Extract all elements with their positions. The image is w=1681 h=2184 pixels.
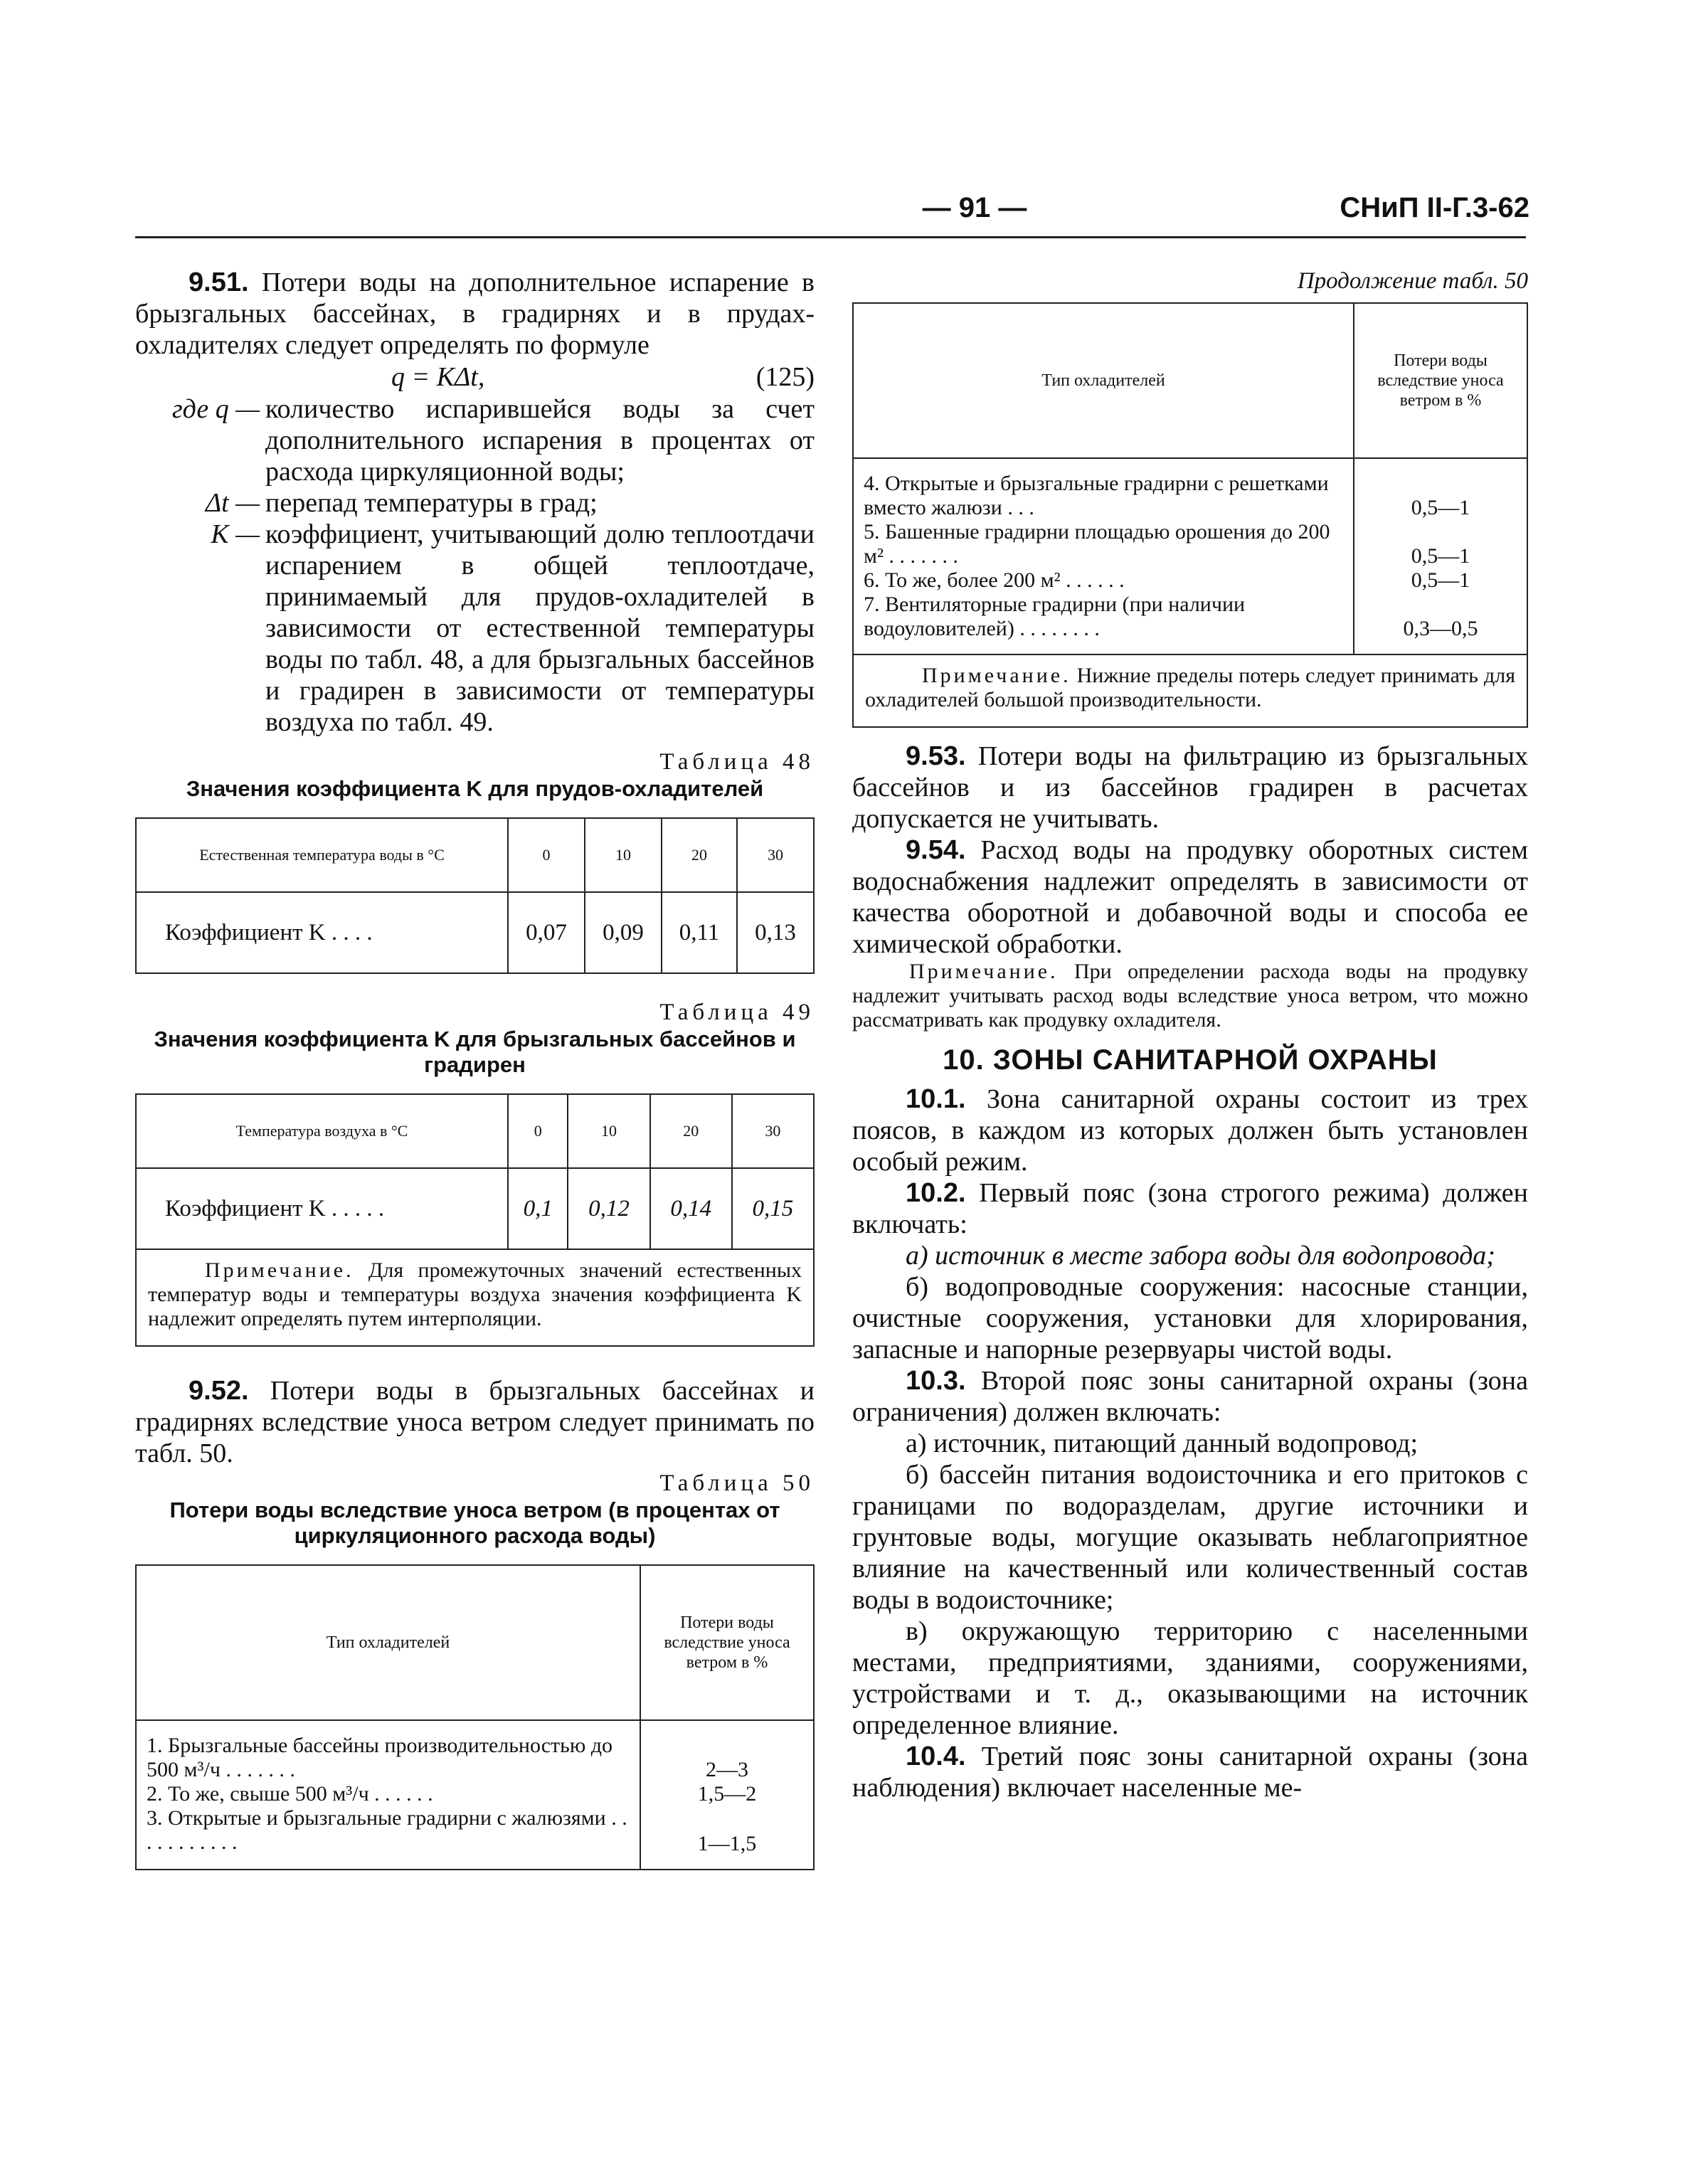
paragraph-10-2: [852, 1177, 1528, 1240]
table-row-type: 2. То же, свыше 500 м³/ч . . . . . .: [147, 1782, 433, 1806]
note-word: Примечание.: [922, 664, 1071, 687]
table-header-cell: 20: [650, 1094, 732, 1168]
table-header-cell: 30: [732, 1094, 814, 1168]
definition-q: [135, 393, 815, 487]
note-9-54: [852, 960, 1528, 1032]
table-header-cell: Тип охладителей: [853, 303, 1354, 458]
table-cell: 0,07: [508, 892, 585, 973]
table-header-row: [136, 1565, 814, 1720]
paragraph-text: Расход воды на продувку оборотных систем водоснабжения надлежит определять в зависимости от качества оборотной и добавочной воды и способа ее химической обработки.: [852, 835, 1528, 959]
list-item-10-3-c: в) окружающую территорию с населенными местами, предприятиями, зданиями, сооружениями, устройствами и т. д., оказывающими на источник определенное влияние.: [852, 1616, 1528, 1740]
table-cell: [1354, 458, 1527, 654]
table-48-title: Значения коэффициента K для прудов-охладителей: [186, 776, 764, 801]
paragraph-text: Первый пояс (зона строгого режима) должен включать:: [852, 1178, 1528, 1239]
note-word: Примечание.: [909, 960, 1059, 983]
clause-number: 9.52.: [189, 1376, 249, 1406]
table-header-cell: 0: [508, 818, 585, 892]
clause-number: 10.4.: [906, 1742, 966, 1771]
table-row: [136, 892, 814, 973]
table-row: [136, 1720, 814, 1870]
list-item-10-3-b: б) бассейн питания водоисточника и его притоков с границами по водоразделам, другие источники и грунтовые воды, могущие оказывать неблагоприятное влияние на качественный или количественный состав воды в водоисточнике;: [852, 1460, 1528, 1615]
right-column: [852, 267, 1528, 1803]
list-item-10-2-b: б) водопроводные сооружения: насосные станции, очистные сооружения, установки для хлорирования, запасные и напорные резервуары чистой воды.: [852, 1272, 1528, 1364]
table-row-value: 0,5—1: [1411, 568, 1470, 592]
table-header-cell: 0: [508, 1094, 568, 1168]
formula-expression: q = KΔt,: [391, 362, 485, 392]
definition-symbol: Δt —: [205, 488, 260, 518]
definition-symbol: где q —: [171, 394, 260, 424]
table-cell: Коэффициент K . . . .: [136, 892, 508, 973]
table-row-value: 1,5—2: [697, 1782, 757, 1806]
formula-125: [135, 361, 815, 393]
definition-dt: [135, 487, 815, 519]
table-row-type: 6. То же, более 200 м² . . . . . .: [864, 568, 1125, 592]
definition-text: количество испарившейся воды за счет дополнительного испарения в процентах от расхода циркуляционной воды;: [265, 394, 815, 487]
table-header-cell: 30: [737, 818, 814, 892]
table-header-row: [853, 303, 1527, 458]
page-number: — 91 —: [922, 192, 1027, 223]
table-50-note: [852, 655, 1528, 728]
paragraph-10-3: [852, 1365, 1528, 1428]
table-header-cell: Потери воды вследствие уноса ветром в %: [640, 1565, 814, 1720]
definition-text: коэффициент, учитывающий долю теплоотдачи испарением в общей теплоотдаче, принимаемый для прудов-охладителей в зависимости от естественной температуры воды по табл. 48, а для брызгальных бассейнов и градирен в зависимости от температуры воздуха по табл. 49.: [265, 519, 815, 737]
table-cell: 0,15: [732, 1168, 814, 1249]
table-cell: [640, 1720, 814, 1870]
table-row-value: 0,5—1: [1411, 496, 1470, 519]
paragraph-text: Зона санитарной охраны состоит из трех поясов, в каждом из которых должен быть установлен особый режим.: [852, 1084, 1528, 1177]
table-cell: 0,11: [662, 892, 737, 973]
table-row-type: 3. Открытые и брызгальные градирни с жалюзями . . . . . . . . . . .: [147, 1806, 627, 1854]
table-cell: 0,12: [568, 1168, 649, 1249]
table-cell: 0,13: [737, 892, 814, 973]
table-cell: 0,09: [585, 892, 662, 973]
table-50-continued: [852, 302, 1528, 655]
table-header-row: [136, 818, 814, 892]
table-cell: 0,14: [650, 1168, 732, 1249]
table-row-type: 7. Вентиляторные градирни (при наличии водоуловителей) . . . . . . . .: [864, 593, 1246, 640]
paragraph-9-51: [135, 267, 815, 361]
paragraph-10-4: [852, 1741, 1528, 1803]
note-body: Для промежуточных значений естественных температур воды и температуры воздуха значения коэффициента K надлежит определять путем интерполяции.: [148, 1258, 802, 1330]
table-row-type: 4. Открытые и брызгальные градирни с решетками вместо жалюзи . . .: [864, 472, 1329, 519]
table-row-type: 5. Башенные градирни площадью орошения до 200 м² . . . . . . .: [864, 520, 1330, 568]
table-48: [135, 817, 815, 974]
note-text: [865, 664, 1515, 712]
table-49-label: Таблица 49: [659, 1000, 815, 1025]
left-column: [135, 267, 815, 1870]
table-48-label: Таблица 48: [659, 749, 815, 775]
section-title: 10. ЗОНЫ САНИТАРНОЙ ОХРАНЫ: [943, 1044, 1438, 1076]
clause-number: 10.1.: [906, 1084, 966, 1114]
table-header-cell: Тип охладителей: [136, 1565, 640, 1720]
table-49: [135, 1093, 815, 1250]
table-cell: [136, 1720, 640, 1870]
list-item-10-2-a: а) источник в месте забора воды для водопровода;: [906, 1241, 1495, 1271]
table-50-label: Таблица 50: [659, 1470, 815, 1496]
table-row-value: 1—1,5: [697, 1832, 757, 1855]
header-rule: [135, 236, 1526, 238]
table-row: [853, 458, 1527, 654]
note-word: Примечание.: [205, 1258, 354, 1282]
note-text: [148, 1258, 802, 1331]
paragraph-10-1: [852, 1083, 1528, 1177]
table-cell: [853, 458, 1354, 654]
note-body: При определении расхода воды на продувку надлежит учитывать расход воды вследствие уноса ветром, что можно рассматривать как продувку охладителя.: [852, 960, 1528, 1032]
paragraph-text: Потери воды в брызгальных бассейнах и градирнях вследствие уноса ветром следует принимать по табл. 50.: [135, 1376, 815, 1468]
table-header-cell: 10: [568, 1094, 649, 1168]
table-header-cell: 20: [662, 818, 737, 892]
table-cell: Коэффициент K . . . . .: [136, 1168, 508, 1249]
definition-k: [135, 519, 815, 738]
page-header: [135, 192, 1529, 235]
table-49-note: [135, 1250, 815, 1347]
table-50: [135, 1564, 815, 1870]
paragraph-text: Третий пояс зоны санитарной охраны (зона наблюдения) включает населенные ме-: [852, 1742, 1528, 1803]
formula-definitions: [135, 393, 815, 738]
table-row: [136, 1168, 814, 1249]
table-cell: 0,1: [508, 1168, 568, 1249]
paragraph-text: Потери воды на фильтрацию из брызгальных бассейнов и из бассейнов градирен в расчетах допускается не учитывать.: [852, 741, 1528, 834]
document-code: СНиП II-Г.3-62: [1340, 192, 1529, 223]
table-header-cell: Температура воздуха в °С: [136, 1094, 508, 1168]
clause-number: 10.3.: [906, 1366, 966, 1396]
table-header-cell: 10: [585, 818, 662, 892]
formula-number: (125): [755, 362, 815, 392]
paragraph-text: Второй пояс зоны санитарной охраны (зона ограничения) должен включать:: [852, 1366, 1528, 1427]
table-50-title: Потери воды вследствие уноса ветром (в процентах от циркуляционного расхода воды): [169, 1497, 780, 1548]
table-row-value: 0,3—0,5: [1403, 617, 1478, 640]
table-header-row: [136, 1094, 814, 1168]
definition-text: перепад температуры в град;: [265, 488, 598, 518]
table-row-value: 2—3: [706, 1758, 748, 1781]
paragraph-9-52: [135, 1375, 815, 1469]
clause-number: 10.2.: [906, 1178, 966, 1208]
table-50-continuation-label: Продолжение табл. 50: [1297, 268, 1528, 294]
paragraph-9-54: [852, 834, 1528, 960]
table-row-value: 0,5—1: [1411, 544, 1470, 568]
clause-number: 9.54.: [906, 835, 966, 865]
note-body: Нижние пределы потерь следует принимать для охладителей большой производительности.: [865, 664, 1515, 711]
list-item-10-3-a: а) источник, питающий данный водопровод;: [906, 1428, 1418, 1458]
table-header-cell: Потери воды вследствие уноса ветром в %: [1354, 303, 1527, 458]
table-49-title: Значения коэффициента K для брызгальных бассейнов и градирен: [154, 1027, 796, 1077]
paragraph-9-53: [852, 741, 1528, 834]
paragraph-text: Потери воды на дополнительное испарение в брызгальных бассейнах, в градирнях и в прудах-охладителях следует определять по формуле: [135, 267, 815, 360]
table-row-type: 1. Брызгальные бассейны производительностью до 500 м³/ч . . . . . . .: [147, 1734, 613, 1781]
definition-symbol: K —: [211, 519, 260, 549]
clause-number: 9.53.: [906, 741, 966, 771]
table-header-cell: Естественная температура воды в °С: [136, 818, 508, 892]
clause-number: 9.51.: [189, 267, 249, 297]
